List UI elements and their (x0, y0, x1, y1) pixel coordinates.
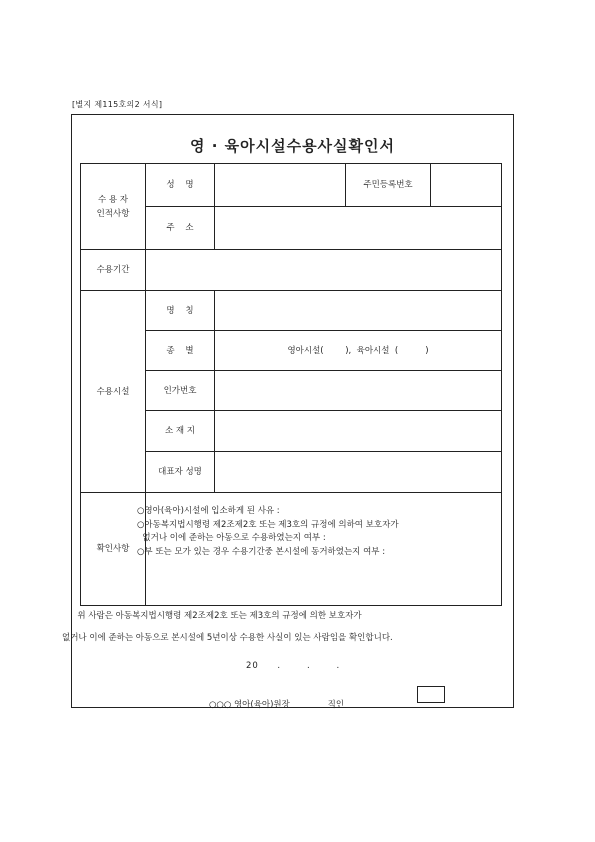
applicant-label-line2: 인적사항 (96, 208, 130, 219)
certification-statement (62, 605, 513, 649)
address-field[interactable] (214, 206, 502, 250)
id-number-field[interactable] (430, 163, 502, 207)
form-number: [별지 제115호의2 서식] (72, 100, 163, 109)
applicant-section-label (80, 163, 146, 250)
location-label: 소 재 지 (145, 410, 215, 452)
statement-line-1: 위 사람은 아동복지법시행령 제2조제2호 또는 제3호의 규정에 의한 보호자가 (72, 611, 362, 621)
facility-name-label: 명 칭 (145, 290, 215, 331)
name-label: 성 명 (145, 163, 215, 207)
seal-box[interactable] (417, 686, 445, 703)
certificate-frame (62, 114, 514, 710)
address-label: 주 소 (145, 206, 215, 250)
location-field[interactable] (214, 410, 502, 452)
signature-line: ○○○ 영아(육아)원장 직인 (209, 700, 345, 710)
applicant-label-line1: 수 용 자 (97, 194, 129, 205)
confirmation-section-label: 확인사항 (80, 492, 146, 606)
confirmation-item: ○부 또는 모가 있는 경우 수용기간중 본시설에 동거하였는지 여부 : (137, 546, 386, 557)
confirmation-item: ○영아(육아)시설에 입소하게 된 사유 : (137, 506, 280, 516)
id-number-label: 주민등록번호 (345, 163, 431, 207)
name-field[interactable] (214, 163, 346, 207)
facility-name-field[interactable] (214, 290, 502, 331)
date-line[interactable]: 20 . . . (246, 661, 341, 671)
confirmation-items (137, 505, 492, 559)
confirmation-item: ○아동복지법시행령 제2조제2호 또는 제3호의 규정에 의하여 보호자가 (137, 519, 399, 530)
representative-label: 대표자 성명 (145, 451, 215, 493)
facility-section-label: 수용시설 (80, 290, 146, 493)
period-label: 수용기간 (80, 249, 146, 291)
license-number-label: 인가번호 (145, 370, 215, 411)
representative-field[interactable] (214, 451, 502, 493)
confirmation-item: 없거나 이에 준하는 아동으로 수용하였는지 여부 : (137, 533, 326, 543)
statement-line-2: 없거나 이에 준하는 아동으로 본시설에 5년이상 수용한 사실이 있는 사람임을 확인합니다. (62, 633, 393, 643)
document-title: 영 · 육아시설수용사실확인서 (189, 137, 396, 155)
period-field[interactable] (145, 249, 502, 291)
license-number-field[interactable] (214, 370, 502, 411)
facility-type-value: 영아시설( ), 육아시설 ( ) (214, 330, 502, 371)
facility-type-label: 종 별 (145, 330, 215, 371)
